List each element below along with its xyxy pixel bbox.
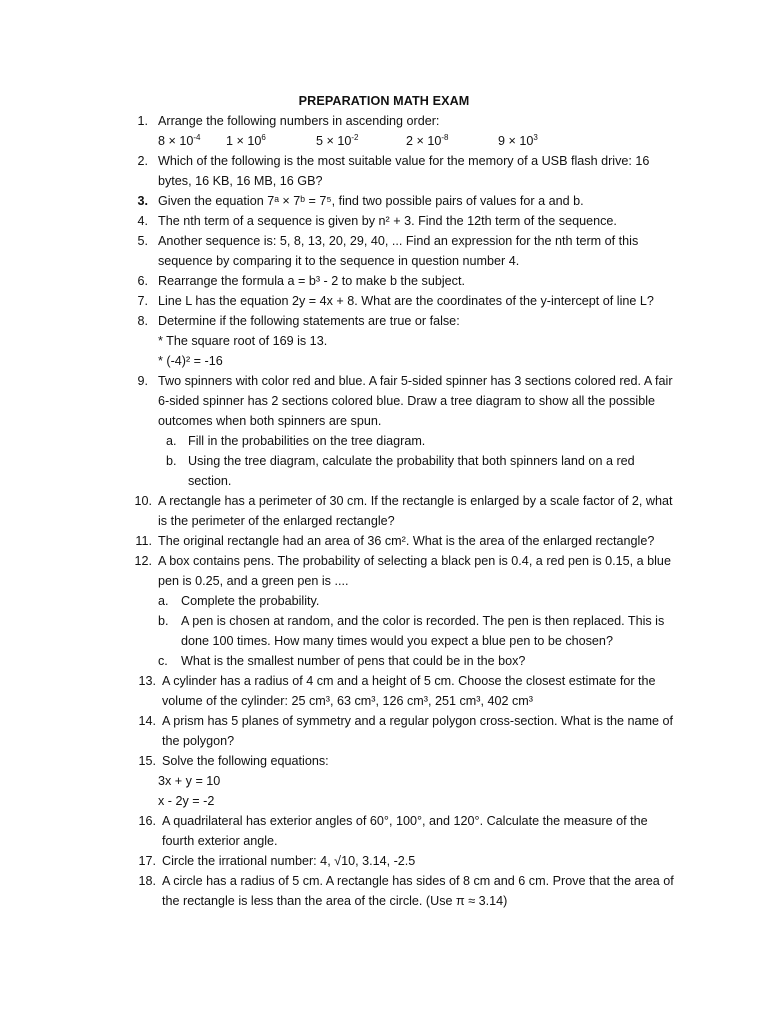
- question-text: sequence by comparing it to the sequence in question number 4.: [158, 254, 520, 268]
- number-value: $1 \times 10^6$: [226, 133, 266, 148]
- question-text: is the perimeter of the enlarged rectangle?: [158, 514, 395, 528]
- exam-title: PREPARATION MATH EXAM: [298, 94, 470, 108]
- sub-question-text: Complete the probability.: [181, 594, 320, 608]
- statement: * The square root of 169 is 13.: [158, 334, 328, 348]
- question-text: the polygon?: [162, 734, 235, 748]
- number-value: $5 \times 10^{-2}$: [316, 133, 359, 148]
- question-text: Given the equation 7ᵃ × 7ᵇ = 7⁵, find two possible pairs of values for a and b.: [158, 194, 584, 208]
- question-number: 13.: [138, 674, 156, 688]
- question-number: 8.: [137, 314, 148, 328]
- question-text: volume of the cylinder: 25 cm³, 63 cm³, 126 cm³, 251 cm³, 402 cm³: [162, 694, 533, 708]
- sub-question-text: Using the tree diagram, calculate the probability that both spinners land on a red: [188, 454, 635, 468]
- question-text: Arrange the following numbers in ascending order:: [158, 114, 440, 128]
- question-number: 7.: [137, 294, 148, 308]
- question-number: 18.: [138, 874, 156, 888]
- question-text: Determine if the following statements are true or false:: [158, 314, 460, 328]
- sub-question-text: A pen is chosen at random, and the color is recorded. The pen is then replaced. This is: [181, 614, 665, 628]
- equation: 3x + y = 10: [158, 774, 221, 788]
- number-value: $8 \times 10^{-4}$: [158, 133, 201, 148]
- question-text: Line L has the equation 2y = 4x + 8. What are the coordinates of the y-intercept of line L?: [158, 294, 654, 308]
- sub-question-letter: b.: [158, 614, 169, 628]
- question-text: A cylinder has a radius of 4 cm and a height of 5 cm. Choose the closest estimate for the: [162, 674, 656, 688]
- question-text: The nth term of a sequence is given by n² + 3. Find the 12th term of the sequence.: [158, 214, 617, 228]
- question-text: 6-sided spinner has 2 sections colored blue. Draw a tree diagram to show all the possible: [158, 394, 656, 408]
- question-text: outcomes when both spinners are spun.: [158, 414, 382, 428]
- sub-question-text: section.: [188, 474, 232, 488]
- question-number: 17.: [138, 854, 156, 868]
- sub-question-letter: a.: [166, 434, 177, 448]
- question-number: 4.: [137, 214, 148, 228]
- question-number: 12.: [134, 554, 152, 568]
- question-number: 1.: [137, 114, 148, 128]
- question-text: A prism has 5 planes of symmetry and a regular polygon cross-section. What is the name of: [162, 714, 673, 728]
- question-text: A quadrilateral has exterior angles of 60°, 100°, and 120°. Calculate the measure of the: [162, 814, 648, 828]
- question-number: 11.: [135, 534, 152, 548]
- question-text: Rearrange the formula a = b³ - 2 to make b the subject.: [158, 274, 465, 288]
- number-value: $9 \times 10^3$: [498, 133, 538, 148]
- question-number: 14.: [138, 714, 156, 728]
- question-text: A circle has a radius of 5 cm. A rectangle has sides of 8 cm and 6 cm. Prove that the area of: [162, 874, 674, 888]
- question-text: A box contains pens. The probability of selecting a black pen is 0.4, a red pen is 0.15, a blue: [158, 554, 671, 568]
- sub-question-text: Fill in the probabilities on the tree diagram.: [188, 434, 426, 448]
- question-number: 3.: [137, 194, 148, 208]
- question-number: 6.: [137, 274, 148, 288]
- question-text: fourth exterior angle.: [162, 834, 278, 848]
- question-number: 5.: [137, 234, 148, 248]
- sub-question-text: done 100 times. How many times would you expect a blue pen to be chosen?: [181, 634, 613, 648]
- question-number: 15.: [138, 754, 156, 768]
- statement: * (-4)² = -16: [158, 354, 223, 368]
- question-text: A rectangle has a perimeter of 30 cm. If the rectangle is enlarged by a scale factor of 2, what: [158, 494, 673, 508]
- number-value: $2 \times 10^{-8}$: [406, 133, 449, 148]
- question-number: 2.: [137, 154, 148, 168]
- sub-question-letter: a.: [158, 594, 169, 608]
- question-text: pen is 0.25, and a green pen is ....: [158, 574, 349, 588]
- question-text: Circle the irrational number: 4, √10, 3.14, -2.5: [162, 854, 416, 868]
- sub-question-letter: b.: [166, 454, 177, 468]
- sub-question-text: What is the smallest number of pens that could be in the box?: [181, 654, 526, 668]
- question-text: Which of the following is the most suitable value for the memory of a USB flash drive: 16: [158, 154, 650, 168]
- sub-question-letter: c.: [158, 654, 168, 668]
- question-text: Two spinners with color red and blue. A fair 5-sided spinner has 3 sections colored red. A fair: [158, 374, 673, 388]
- equation: x - 2y = -2: [158, 794, 215, 808]
- question-text: Another sequence is: 5, 8, 13, 20, 29, 40, ... Find an expression for the nth term of this: [158, 234, 639, 248]
- question-number: 9.: [137, 374, 148, 388]
- question-number: 10.: [134, 494, 152, 508]
- question-text: bytes, 16 KB, 16 MB, 16 GB?: [158, 174, 323, 188]
- question-text: The original rectangle had an area of 36 cm². What is the area of the enlarged rectangle?: [158, 534, 655, 548]
- question-number: 16.: [138, 814, 156, 828]
- question-text: Solve the following equations:: [162, 754, 329, 768]
- question-text: the rectangle is less than the area of the circle. (Use π ≈ 3.14): [162, 894, 508, 908]
